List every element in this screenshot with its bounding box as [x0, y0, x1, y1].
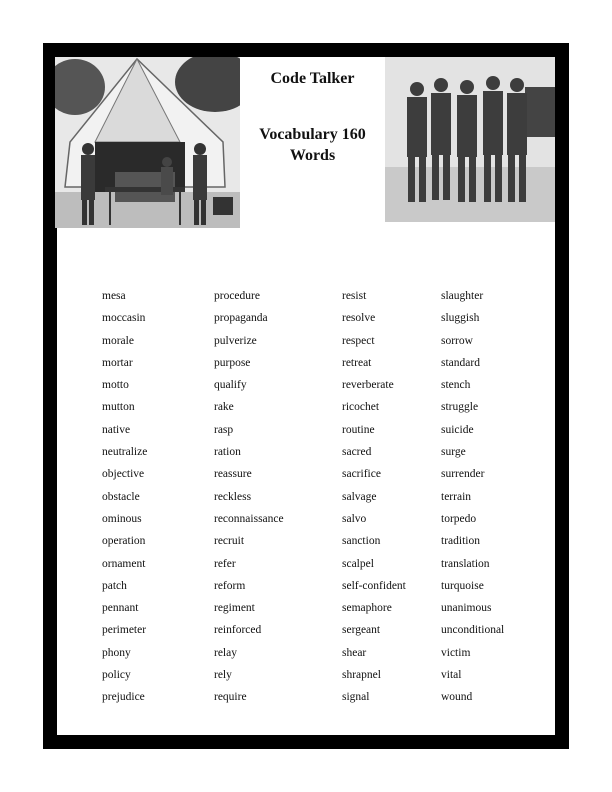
vocabulary-word: propaganda	[214, 312, 268, 325]
vocabulary-word: self-confident	[342, 579, 406, 592]
page-title: Code Talker	[270, 70, 355, 87]
photo-code-talkers-group	[385, 57, 555, 222]
vocabulary-word: motto	[102, 379, 129, 392]
vocabulary-word: routine	[342, 423, 375, 436]
subtitle-line-2: Words	[289, 147, 336, 164]
vocabulary-word: unconditional	[441, 624, 505, 637]
vocabulary-word: reassure	[214, 468, 252, 481]
vocabulary-word: rasp	[214, 423, 234, 436]
vocabulary-word: perimeter	[102, 624, 147, 637]
vocabulary-word: ricochet	[342, 401, 380, 414]
vocabulary-word: sluggish	[441, 312, 480, 325]
vocabulary-word: rake	[214, 401, 234, 414]
vocabulary-word: victim	[441, 646, 471, 659]
vocabulary-word: obstacle	[102, 490, 140, 503]
vocabulary-word: native	[102, 423, 131, 436]
vocabulary-word: slaughter	[441, 290, 484, 302]
vocabulary-word: pennant	[102, 602, 139, 615]
vocabulary-word: sanction	[342, 535, 381, 548]
vocabulary-word: sorrow	[441, 334, 473, 347]
vocabulary-word: prejudice	[102, 691, 145, 704]
vocabulary-word: reconnaissance	[214, 512, 284, 525]
vocabulary-word: rely	[214, 669, 232, 682]
vocabulary-word: objective	[102, 468, 145, 481]
vocabulary-word: mutton	[102, 401, 135, 414]
vocabulary-word: sacrifice	[342, 468, 381, 481]
vocabulary-word: moccasin	[102, 312, 146, 325]
word-column-4	[441, 289, 504, 713]
vocabulary-word: vital	[441, 669, 462, 682]
vocabulary-word: ornament	[102, 557, 146, 570]
vocabulary-word: signal	[342, 691, 370, 704]
vocabulary-word: turquoise	[441, 579, 484, 592]
word-column-3	[342, 289, 406, 713]
vocabulary-word: phony	[102, 646, 131, 659]
vocabulary-word: morale	[102, 334, 134, 347]
vocabulary-word: mesa	[102, 290, 126, 302]
vocabulary-word: unanimous	[441, 602, 492, 615]
vocabulary-word: reinforced	[214, 624, 262, 637]
photo-soldiers-at-tent	[55, 57, 240, 228]
vocabulary-word: struggle	[441, 401, 479, 414]
vocabulary-word: ration	[214, 446, 241, 459]
vocabulary-word: resolve	[342, 312, 376, 325]
vocabulary-word: torpedo	[441, 512, 477, 525]
vocabulary-word: sacred	[342, 446, 372, 459]
vocabulary-word: resist	[342, 290, 367, 302]
vocabulary-word: patch	[102, 579, 127, 592]
vocabulary-word: terrain	[441, 490, 472, 503]
vocabulary-word: wound	[441, 691, 473, 704]
vocabulary-word: translation	[441, 557, 490, 570]
vocabulary-word: standard	[441, 356, 480, 369]
vocabulary-word: salvo	[342, 512, 367, 525]
vocabulary-word: ominous	[102, 512, 142, 525]
vocabulary-word: purpose	[214, 356, 251, 369]
vocabulary-word: shear	[342, 646, 367, 659]
vocabulary-word: retreat	[342, 356, 372, 369]
vocabulary-word: semaphore	[342, 602, 392, 615]
vocabulary-word: reverberate	[342, 379, 394, 392]
subtitle-line-1: Vocabulary 160	[259, 126, 366, 143]
vocabulary-word: regiment	[214, 602, 255, 615]
vocabulary-word: require	[214, 691, 247, 704]
vocabulary-word: neutralize	[102, 446, 148, 459]
vocabulary-word: reckless	[214, 490, 252, 503]
word-column-2	[214, 289, 284, 713]
vocabulary-word: salvage	[342, 490, 377, 503]
vocabulary-word: relay	[214, 646, 237, 659]
vocabulary-word: scalpel	[342, 557, 374, 570]
page-subtitle	[240, 124, 385, 166]
vocabulary-word: pulverize	[214, 334, 257, 347]
word-column-1	[102, 289, 147, 713]
vocabulary-word: refer	[214, 557, 236, 570]
vocabulary-word: mortar	[102, 356, 133, 369]
vocabulary-word: sergeant	[342, 624, 381, 637]
vocabulary-word: recruit	[214, 535, 245, 548]
vocabulary-word: respect	[342, 334, 375, 347]
vocabulary-word: suicide	[441, 423, 474, 436]
vocabulary-word: surrender	[441, 468, 485, 481]
vocabulary-word: policy	[102, 669, 131, 682]
vocabulary-word: surge	[441, 446, 466, 459]
vocabulary-word: tradition	[441, 535, 480, 548]
vocabulary-word: procedure	[214, 290, 260, 302]
vocabulary-word: reform	[214, 579, 246, 592]
vocabulary-word: shrapnel	[342, 669, 381, 682]
vocabulary-word: qualify	[214, 379, 247, 392]
vocabulary-word: stench	[441, 379, 471, 392]
vocabulary-word: operation	[102, 535, 146, 548]
